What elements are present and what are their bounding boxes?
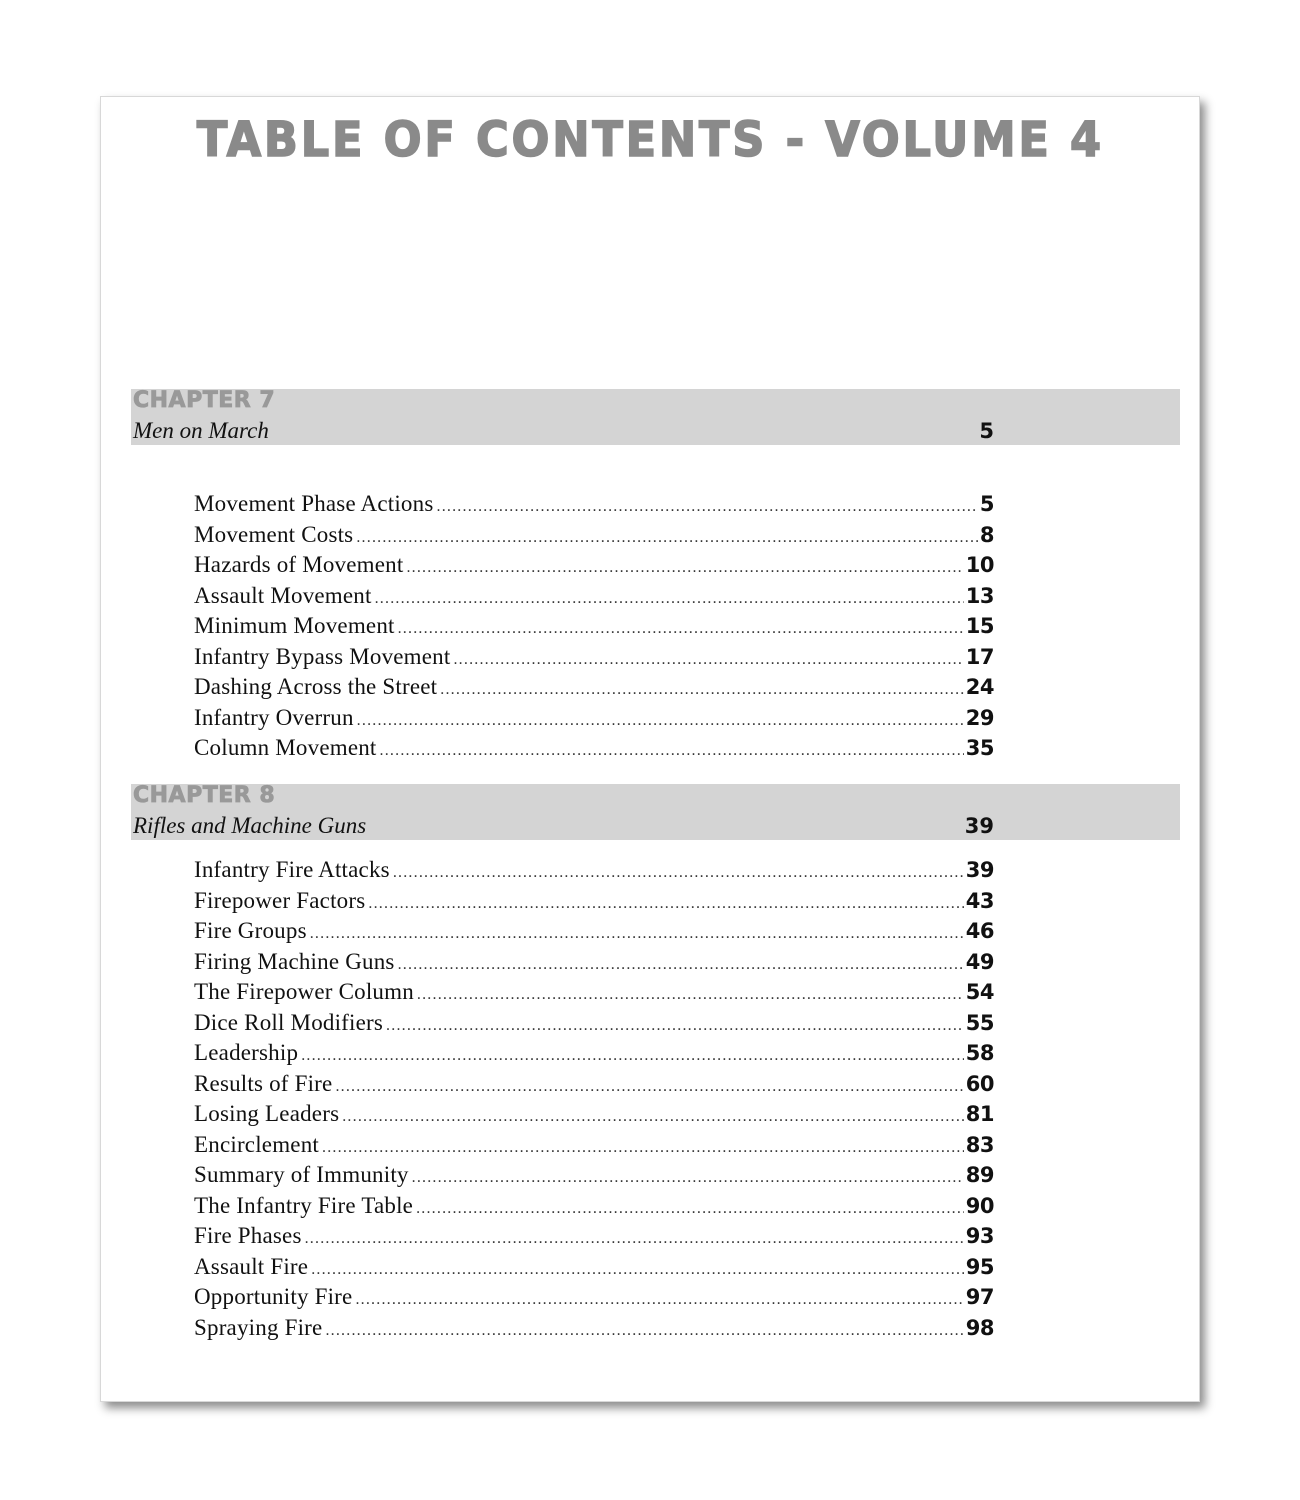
toc-entry[interactable] (194, 672, 994, 703)
toc-list-chapter-8 (194, 855, 994, 1343)
toc-entry-title: Movement Costs (194, 521, 354, 547)
dot-leader (311, 1255, 964, 1286)
toc-entry[interactable] (194, 733, 994, 764)
toc-entry-page: 83 (965, 1132, 994, 1157)
toc-entry[interactable] (194, 1282, 994, 1313)
toc-entry[interactable] (194, 1252, 994, 1283)
toc-entry-page: 15 (965, 614, 994, 638)
toc-entry-title: The Firepower Column (194, 979, 414, 1004)
dot-leader (356, 523, 978, 554)
toc-entry[interactable] (194, 1191, 994, 1222)
toc-entry-title: Minimum Movement (194, 613, 395, 638)
toc-entry[interactable] (194, 611, 994, 642)
toc-entry-page: 98 (965, 1315, 994, 1340)
toc-entry-title: Hazards of Movement (194, 552, 404, 577)
dot-leader (416, 1194, 964, 1225)
chapter-page-number: 5 (979, 419, 994, 443)
dot-leader (301, 1041, 964, 1072)
toc-entry-title: Encirclement (194, 1131, 320, 1157)
toc-entry-title: Firing Machine Guns (194, 948, 395, 974)
toc-entry-title: Opportunity Fire (194, 1284, 353, 1309)
dot-leader (305, 1224, 964, 1255)
toc-entry-title: Losing Leaders (194, 1101, 340, 1126)
dot-leader (412, 1163, 964, 1194)
toc-entry-page: 24 (965, 675, 994, 699)
toc-entry-title: Infantry Bypass Movement (194, 643, 451, 669)
toc-entry[interactable] (194, 947, 994, 978)
toc-entry-title: Leadership (194, 1040, 299, 1065)
toc-entry[interactable] (194, 1221, 994, 1252)
toc-entry[interactable] (194, 855, 994, 886)
chapter-name: Men on March (133, 418, 269, 443)
toc-entry-title: Dice Roll Modifiers (194, 1009, 384, 1035)
toc-entry-title: Fire Phases (194, 1223, 302, 1248)
toc-entry[interactable] (194, 977, 994, 1008)
toc-entry-page: 13 (965, 583, 994, 608)
dot-leader (355, 1285, 963, 1316)
toc-entry-page: 58 (965, 1041, 994, 1065)
toc-entry-page: 35 (965, 736, 994, 760)
toc-entry[interactable] (194, 1160, 994, 1191)
toc-list-chapter-7 (194, 489, 994, 764)
dot-leader (453, 645, 963, 676)
toc-entry-title: Summary of Immunity (194, 1162, 409, 1187)
toc-entry[interactable] (194, 1069, 994, 1100)
toc-entry-title: Movement Phase Actions (194, 491, 434, 516)
toc-entry[interactable] (194, 1008, 994, 1039)
toc-entry[interactable] (194, 1099, 994, 1130)
toc-entry[interactable] (194, 1313, 994, 1344)
toc-entry-page: 29 (965, 705, 994, 730)
toc-entry-page: 93 (965, 1224, 994, 1248)
toc-entry-page: 97 (965, 1285, 994, 1309)
toc-entry[interactable] (194, 886, 994, 917)
toc-entry-page: 46 (965, 919, 994, 943)
toc-entry-title: Assault Movement (194, 582, 372, 608)
dot-leader (357, 706, 964, 737)
dot-leader (386, 1011, 964, 1042)
toc-entry-title: Infantry Fire Attacks (194, 857, 390, 882)
toc-entry[interactable] (194, 916, 994, 947)
toc-entry-page: 60 (965, 1071, 994, 1096)
dot-leader (325, 1316, 963, 1347)
dot-leader (310, 919, 964, 950)
chapter-label: CHAPTER 7 (133, 388, 276, 413)
dot-leader (437, 492, 978, 523)
dot-leader (393, 858, 964, 889)
toc-entry-page: 90 (965, 1193, 994, 1218)
dot-leader (398, 950, 964, 981)
dot-leader (322, 1133, 964, 1164)
toc-entry[interactable] (194, 581, 994, 612)
toc-entry-page: 39 (965, 858, 994, 882)
toc-entry-page: 89 (965, 1163, 994, 1187)
toc-entry-page: 95 (965, 1254, 994, 1279)
dot-leader (342, 1102, 964, 1133)
toc-entry-title: Fire Groups (194, 918, 307, 943)
toc-entry[interactable] (194, 1130, 994, 1161)
toc-entry-title: Assault Fire (194, 1253, 309, 1279)
dot-leader (398, 614, 964, 645)
chapter-page-number: 39 (964, 814, 994, 838)
toc-entry-page: 10 (965, 553, 994, 577)
toc-entry-title: Dashing Across the Street (194, 674, 438, 699)
toc-entry-page: 55 (965, 1010, 994, 1035)
toc-entry-page: 43 (965, 888, 994, 913)
toc-entry-title: Infantry Overrun (194, 704, 354, 730)
toc-entry-page: 8 (979, 522, 994, 547)
dot-leader (375, 584, 964, 615)
dot-leader (380, 736, 964, 767)
toc-entry-title: The Infantry Fire Table (194, 1192, 414, 1218)
toc-entry-title: Results of Fire (194, 1070, 333, 1096)
toc-entry[interactable] (194, 703, 994, 734)
chapter-name: Rifles and Machine Guns (133, 813, 367, 838)
dot-leader (335, 1072, 963, 1103)
toc-entry[interactable] (194, 489, 994, 520)
toc-entry-title: Firepower Factors (194, 887, 366, 913)
toc-entry-page: 49 (965, 949, 994, 974)
dot-leader (417, 980, 964, 1011)
toc-entry-page: 17 (965, 644, 994, 669)
toc-entry-title: Column Movement (194, 735, 377, 760)
toc-entry[interactable] (194, 1038, 994, 1069)
page-title: TABLE OF CONTENTS - VOLUME 4 (196, 112, 1104, 168)
dot-leader (440, 675, 964, 706)
toc-entry[interactable] (194, 520, 994, 551)
toc-entry-title: Spraying Fire (194, 1314, 323, 1340)
toc-entry-page: 81 (965, 1102, 994, 1126)
dot-leader (406, 553, 963, 584)
toc-entry-page: 54 (965, 980, 994, 1004)
chapter-header-8[interactable] (131, 784, 1180, 840)
chapter-label: CHAPTER 8 (133, 783, 276, 808)
chapter-header-7[interactable] (131, 389, 1180, 445)
toc-entry[interactable] (194, 642, 994, 673)
toc-entry-page: 5 (979, 492, 994, 516)
dot-leader (368, 889, 963, 920)
toc-entry[interactable] (194, 550, 994, 581)
